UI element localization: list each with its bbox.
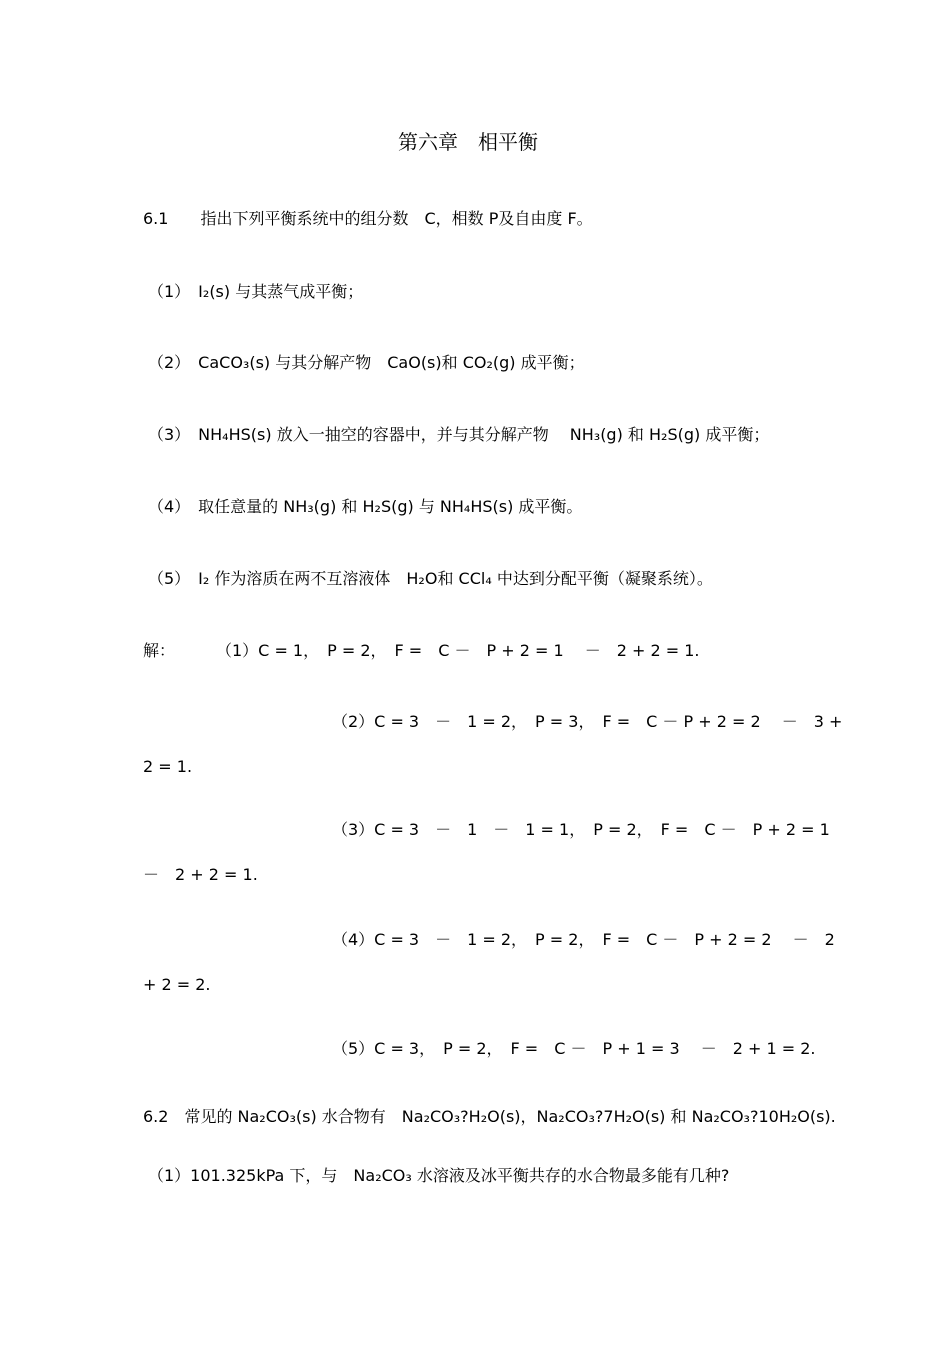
question-6-1-item-2: （2） CaCO₃(s) 与其分解产物 CaO(s)和 CO₂(g) 成平衡； bbox=[148, 353, 585, 372]
question-6-1-item-1: （1） I₂(s) 与其蒸气成平衡； bbox=[148, 282, 364, 301]
question-6-1-item-5: （5） I₂ 作为溶质在两不互溶液体 H₂O和 CCl₄ 中达到分配平衡（凝聚系统）。 bbox=[148, 569, 713, 588]
solution-4-line-2: + 2 = 2. bbox=[143, 975, 211, 994]
question-6-1-stem: 6.1 指出下列平衡系统中的组分数 C，相数 P及自由度 F。 bbox=[143, 209, 593, 228]
question-6-1-item-3: （3） NH₄HS(s) 放入一抽空的容器中，并与其分解产物 NH₃(g) 和 H₂S(g) 成平衡； bbox=[148, 425, 770, 444]
solution-3-line-1: （3）C = 3 － 1 － 1 = 1， P = 2， F = C － P + 2 = 1 bbox=[332, 820, 830, 839]
solution-label: 解： bbox=[143, 641, 176, 660]
page-title: 第六章 相平衡 bbox=[398, 130, 538, 154]
question-6-2-item-1: （1）101.325kPa 下，与 Na₂CO₃ 水溶液及冰平衡共存的水合物最多能有几种? bbox=[148, 1166, 730, 1185]
solution-4-line-1: （4）C = 3 － 1 = 2， P = 2， F = C － P + 2 = 2 － 2 bbox=[332, 930, 835, 949]
solution-5: （5）C = 3， P = 2， F = C － P + 1 = 3 － 2 + 1 = 2. bbox=[332, 1039, 816, 1058]
solution-2-line-2: 2 = 1. bbox=[143, 757, 193, 776]
solution-3-line-2: － 2 + 2 = 1. bbox=[143, 865, 258, 884]
question-6-2-stem: 6.2 常见的 Na₂CO₃(s) 水合物有 Na₂CO₃?H₂O(s)，Na₂CO₃?7H₂O(s) 和 Na₂CO₃?10H₂O(s). bbox=[143, 1107, 836, 1126]
solution-1: （1）C = 1， P = 2， F = C － P + 2 = 1 － 2 + 2 = 1. bbox=[216, 641, 700, 660]
question-6-1-item-4: （4） 取任意量的 NH₃(g) 和 H₂S(g) 与 NH₄HS(s) 成平衡。 bbox=[148, 497, 583, 516]
solution-2-line-1: （2）C = 3 － 1 = 2， P = 3， F = C － P + 2 = 2 － 3 + bbox=[332, 712, 843, 731]
